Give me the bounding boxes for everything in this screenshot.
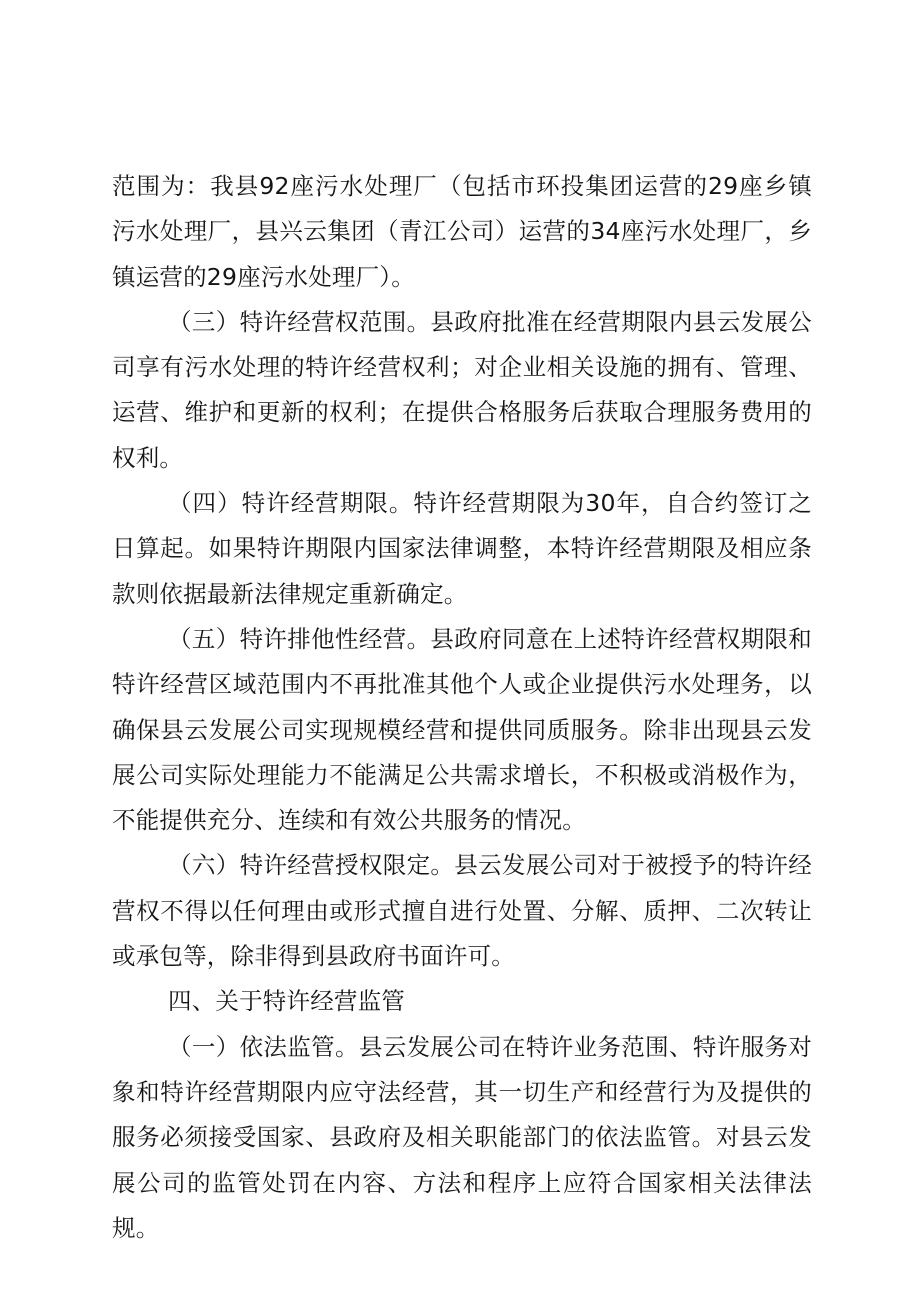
paragraph-exclusive-operation: （五）特许排他性经营。县政府同意在上述特许经营权期限和特许经营区域范围内不再批准其他个人或企业提供污水处理务，以确保县云发展公司实现规模经营和提供同质服务。除非出现县云发展公司实际处理能力不能满足公共需求增长，不积极或消极作为，不能提供充分、连续和有效公共服务的情况。: [112, 624, 812, 835]
section-heading-supervision: 四、关于特许经营监管: [168, 987, 405, 1016]
paragraph-franchise-term: （四）特许经营期限。特许经营期限为30年，自合约签订之日算起。如果特许期限内国家法律调整，本特许经营期限及相应条款则依据最新法律规定重新确定。: [112, 489, 812, 608]
paragraph-authorization-limits: （六）特许经营授权限定。县云发展公司对于被授予的特许经营权不得以任何理由或形式擅自进行处置、分解、质押、二次转让或承包等，除非得到县政府书面许可。: [112, 851, 812, 971]
paragraph-legal-supervision: （一）依法监管。县云发展公司在特许业务范围、特许服务对象和特许经营期限内应守法经营，其一切生产和经营行为及提供的服务必须接受国家、县政府及相关职能部门的依法监管。对县云发展公司的监管处罚在内容、方法和程序上应符合国家相关法律法规。: [112, 1032, 812, 1242]
paragraph-scope-continued: 范围为：我县92座污水处理厂（包括市环投集团运营的29座乡镇污水处理厂，县兴云集团（青江公司）运营的34座污水处理厂，乡镇运营的29座污水处理厂）。: [112, 172, 812, 291]
paragraph-franchise-scope: （三）特许经营权范围。县政府批准在经营期限内县云发展公司享有污水处理的特许经营权利；对企业相关设施的拥有、管理、运营、维护和更新的权利；在提供合格服务后获取合理服务费用的权利。: [112, 307, 812, 472]
document-body: [112, 164, 812, 1251]
